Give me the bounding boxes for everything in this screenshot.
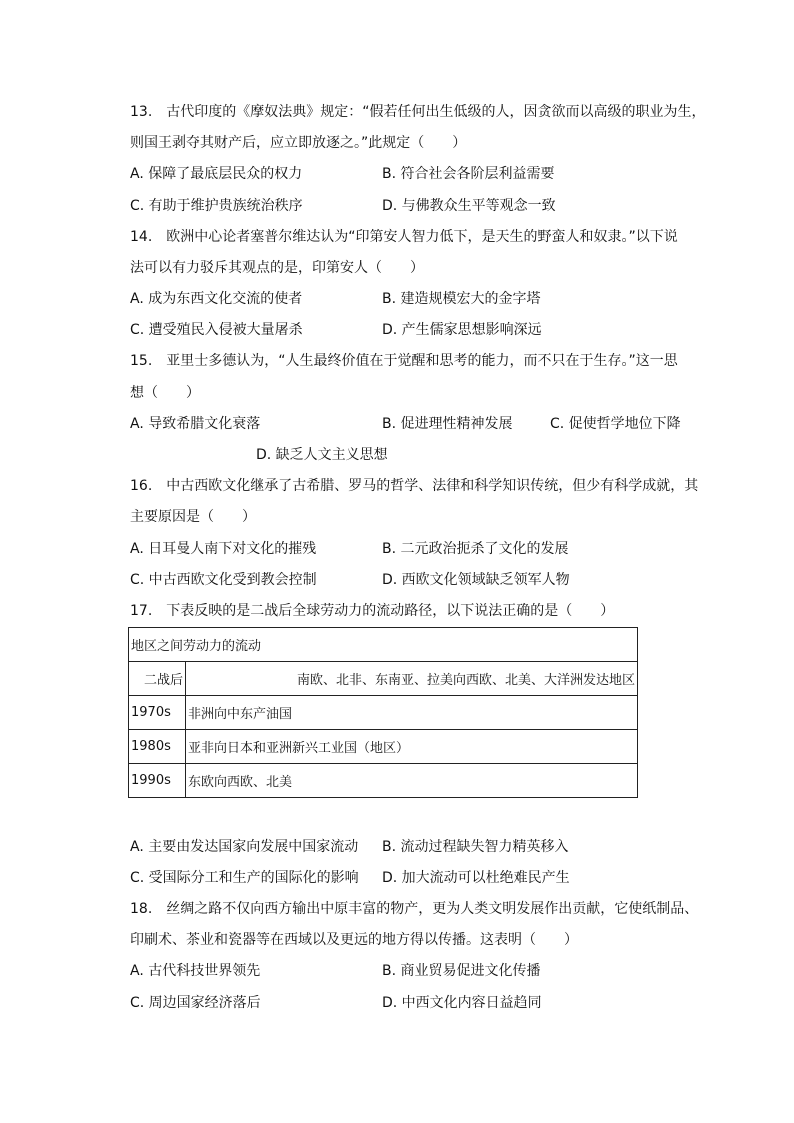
q18-options-row-1 <box>130 962 690 980</box>
q13-stem-line-2: 则国王剥夺其财产后，应立即放逐之。”此规定（ ） <box>130 135 467 151</box>
q13-option-b[interactable]: B. 符合社会各阶层利益需要 <box>382 166 555 182</box>
q17-options-row-1 <box>130 838 690 856</box>
table-row <box>129 764 638 798</box>
q14-option-b[interactable]: B. 建造规模宏大的金字塔 <box>382 291 541 307</box>
q14-option-d[interactable]: D. 产生儒家思想影响深远 <box>382 322 542 338</box>
q13-options-row-1 <box>130 165 690 183</box>
table-cell-route: 南欧、北非、东南亚、拉美向西欧、北美、大洋洲发达地区 <box>186 662 638 696</box>
table-cell-period: 1990s <box>129 764 186 798</box>
q14-stem-line-1: 14. 欧洲中心论者塞普尔维达认为“印第安人智力低下，是天生的野蛮人和奴隶。”以下说 <box>130 229 678 245</box>
q15-options-row-2 <box>130 446 690 464</box>
q14-option-a[interactable]: A. 成为东西文化交流的使者 <box>130 291 303 307</box>
q18-option-b[interactable]: B. 商业贸易促进文化传播 <box>382 963 541 979</box>
q15-option-b[interactable]: B. 促进理性精神发展 <box>382 416 513 432</box>
q16-option-a[interactable]: A. 日耳曼人南下对文化的摧残 <box>130 541 317 557</box>
table-cell-period: 1970s <box>129 696 186 730</box>
q17-option-b[interactable]: B. 流动过程缺失智力精英移入 <box>382 839 569 855</box>
q16-options-row-1 <box>130 540 690 558</box>
q14-stem-line-2: 法可以有力驳斥其观点的是，印第安人（ ） <box>130 260 424 276</box>
table-row <box>129 662 638 696</box>
q13-option-d[interactable]: D. 与佛教众生平等观念一致 <box>382 198 556 214</box>
q18-stem-line-1: 18. 丝绸之路不仅向西方输出中原丰富的物产，更为人类文明发展作出贡献，它使纸制品、 <box>130 901 699 917</box>
q16-options-row-2 <box>130 571 690 589</box>
q18-option-c[interactable]: C. 周边国家经济落后 <box>130 995 261 1011</box>
q15-option-c[interactable]: C. 促使哲学地位下降 <box>550 416 681 432</box>
table-cell-route: 非洲向中东产油国 <box>186 696 638 730</box>
q13-option-c[interactable]: C. 有助于维护贵族统治秩序 <box>130 198 303 214</box>
q18-stem-line-2: 印刷术、茶业和瓷器等在西域以及更远的地方得以传播。这表明（ ） <box>130 932 578 948</box>
q16-stem-line-1: 16. 中古西欧文化继承了古希腊、罗马的哲学、法律和科学知识传统，但少有科学成就，其 <box>130 478 699 494</box>
labor-flow-table <box>128 627 638 798</box>
q15-option-a[interactable]: A. 导致希腊文化衰落 <box>130 416 261 432</box>
q15-option-d[interactable]: D. 缺乏人文主义思想 <box>256 447 388 463</box>
q18-option-a[interactable]: A. 古代科技世界领先 <box>130 963 261 979</box>
q17-option-a[interactable]: A. 主要由发达国家向发展中国家流动 <box>130 839 359 855</box>
table-title-row <box>129 628 638 662</box>
q16-option-b[interactable]: B. 二元政治扼杀了文化的发展 <box>382 541 569 557</box>
table-cell-period: 二战后 <box>129 662 186 696</box>
q17-stem-line-1: 17. 下表反映的是二战后全球劳动力的流动路径，以下说法正确的是（ ） <box>130 603 615 619</box>
q18-option-d[interactable]: D. 中西文化内容日益趋同 <box>382 995 542 1011</box>
q16-option-c[interactable]: C. 中古西欧文化受到教会控制 <box>130 572 317 588</box>
table-cell-route: 东欧向西欧、北美 <box>186 764 638 798</box>
q15-stem-line-1: 15. 亚里士多德认为，“人生最终价值在于觉醒和思考的能力，而不只在于生存。”这一思 <box>130 353 678 369</box>
q14-options-row-2 <box>130 321 690 339</box>
table-cell-period: 1980s <box>129 730 186 764</box>
q16-stem-line-2: 主要原因是（ ） <box>130 509 256 525</box>
table-title: 地区之间劳动力的流动 <box>129 628 638 662</box>
q17-option-c[interactable]: C. 受国际分工和生产的国际化的影响 <box>130 870 359 886</box>
q18-options-row-2 <box>130 994 690 1012</box>
table-cell-route: 亚非向日本和亚洲新兴工业国（地区） <box>186 730 638 764</box>
q15-stem-line-2: 想（ ） <box>130 385 200 401</box>
q13-options-row-2 <box>130 197 690 215</box>
table-row <box>129 696 638 730</box>
q14-option-c[interactable]: C. 遭受殖民入侵被大量屠杀 <box>130 322 303 338</box>
q13-stem-line-1: 13. 古代印度的《摩奴法典》规定：“假若任何出生低级的人，因贪欲而以高级的职业为生， <box>130 104 706 120</box>
q15-options-row-1 <box>130 415 690 433</box>
table-row <box>129 730 638 764</box>
q17-options-row-2 <box>130 869 690 887</box>
q13-option-a[interactable]: A. 保障了最底层民众的权力 <box>130 166 303 182</box>
q16-option-d[interactable]: D. 西欧文化领域缺乏领军人物 <box>382 572 570 588</box>
q17-option-d[interactable]: D. 加大流动可以杜绝难民产生 <box>382 870 570 886</box>
q14-options-row-1 <box>130 290 690 308</box>
